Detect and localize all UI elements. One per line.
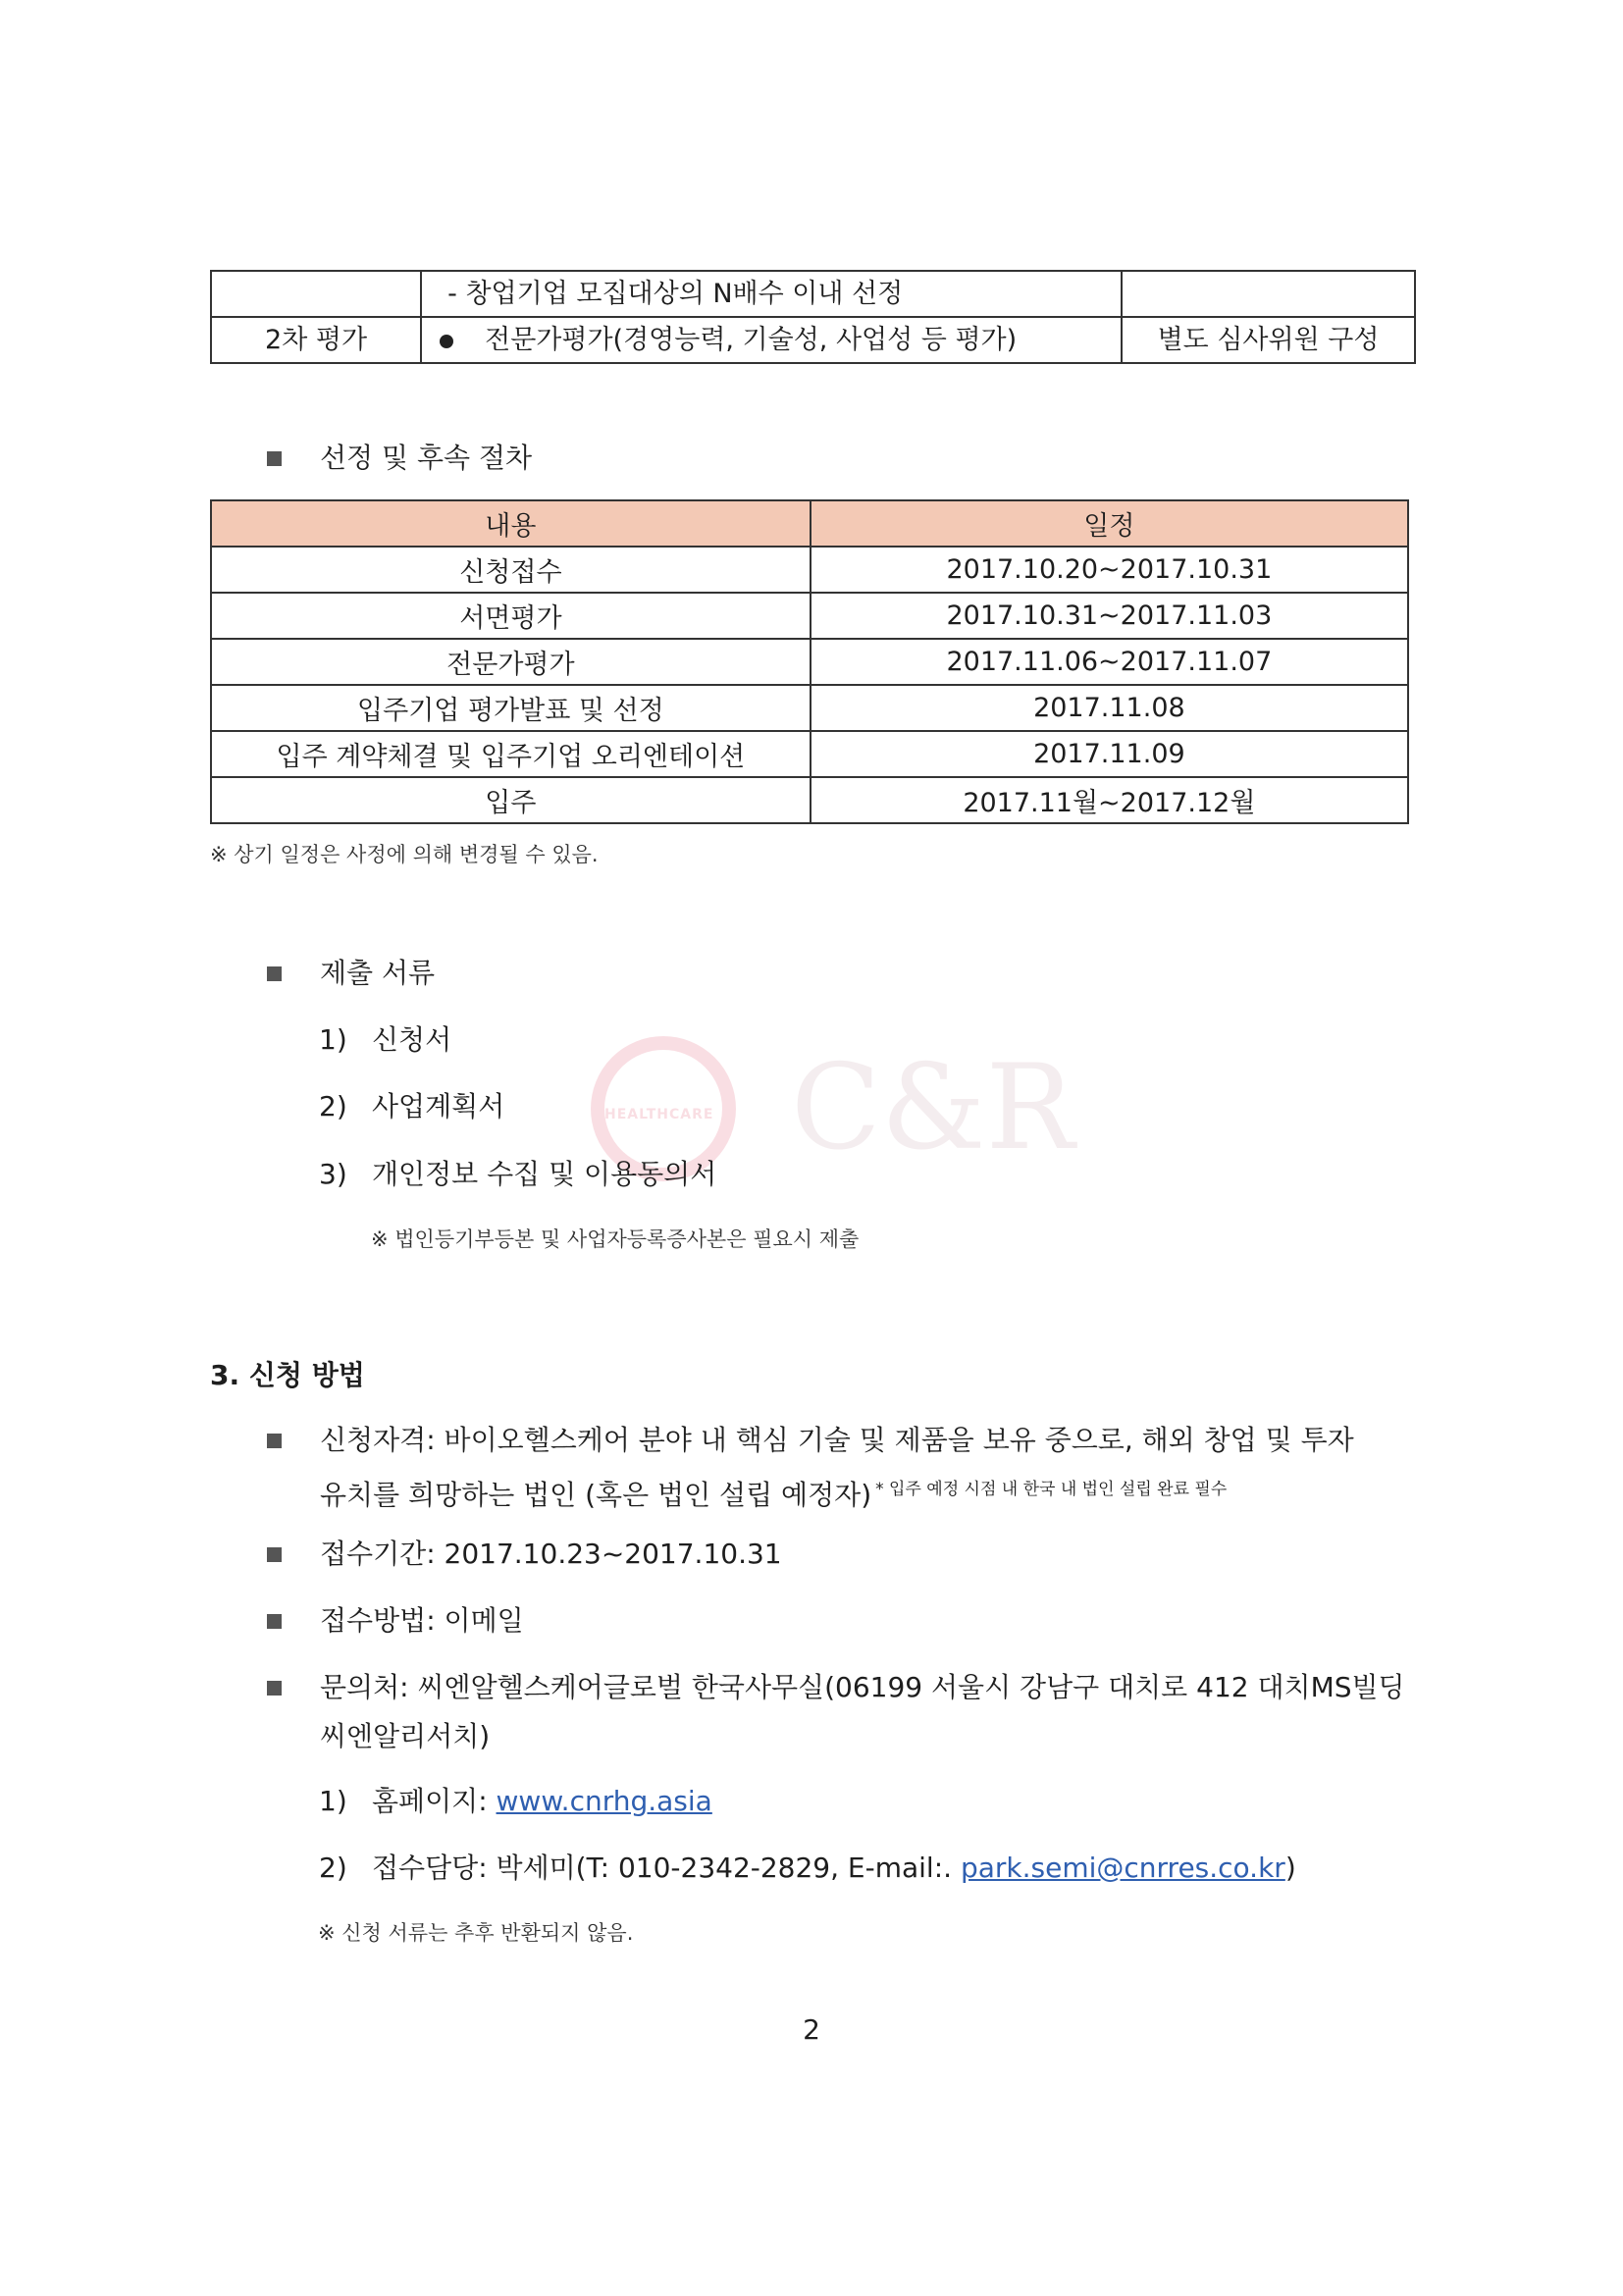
list-item: 3) 개인정보 수집 및 이용동의서 bbox=[319, 1158, 717, 1190]
table-cell: 입주기업 평가발표 및 선정 bbox=[211, 685, 811, 731]
square-bullet-icon bbox=[267, 451, 282, 466]
column-header: 일정 bbox=[811, 500, 1408, 547]
table-cell: 서면평가 bbox=[211, 593, 811, 639]
table-cell: 2017.10.31~2017.11.03 bbox=[811, 593, 1408, 639]
table-cell: 입주 계약체결 및 입주기업 오리엔테이션 bbox=[211, 731, 811, 777]
table-row bbox=[211, 731, 1408, 777]
schedule-table bbox=[210, 499, 1409, 824]
table-row bbox=[211, 547, 1408, 593]
table-cell: 입주 bbox=[211, 777, 811, 823]
section-heading: 3. 신청 방법 bbox=[210, 1359, 365, 1391]
table-row bbox=[211, 317, 1415, 363]
table-cell: 신청접수 bbox=[211, 547, 811, 593]
criteria-text: 전문가평가(경영능력, 기술성, 사업성 등 평가) bbox=[485, 325, 1018, 355]
page-number: 2 bbox=[803, 2013, 820, 2046]
documents-note: ※ 법인등기부등본 및 사업자등록증사본은 필요시 제출 bbox=[371, 1227, 860, 1251]
table-cell: 2017.11.06~2017.11.07 bbox=[811, 639, 1408, 685]
table-cell bbox=[1122, 271, 1415, 317]
square-bullet-icon bbox=[267, 966, 282, 981]
table-cell bbox=[421, 271, 1122, 317]
documents-heading: 제출 서류 bbox=[267, 952, 435, 995]
bullet-dot-icon bbox=[440, 335, 453, 348]
table-row bbox=[211, 685, 1408, 731]
evaluation-table bbox=[210, 270, 1416, 364]
watermark-big-text: C&R bbox=[791, 1040, 1074, 1176]
contact-item: 문의처: 씨엔알헬스케어글로벌 한국사무실(06199 서울시 강남구 대치로 412 대치MS빌딩 씨엔알리서치) bbox=[267, 1666, 1405, 1758]
criteria-text: - 창업기업 모집대상의 N배수 이내 선정 bbox=[447, 279, 904, 309]
square-bullet-icon bbox=[267, 1547, 282, 1562]
return-note: ※ 신청 서류는 추후 반환되지 않음. bbox=[318, 1921, 634, 1945]
table-row bbox=[211, 777, 1408, 823]
table-cell: 2017.10.20~2017.10.31 bbox=[811, 547, 1408, 593]
table-cell: 별도 심사위원 구성 bbox=[1122, 317, 1415, 363]
table-cell: 전문가평가 bbox=[211, 639, 811, 685]
list-item: 1) 신청서 bbox=[319, 1023, 452, 1056]
table-cell: 2차 평가 bbox=[211, 317, 421, 363]
square-bullet-icon bbox=[267, 1681, 282, 1696]
selection-heading: 선정 및 후속 절차 bbox=[267, 437, 532, 480]
footnote: * 입주 예정 시점 내 한국 내 법인 설립 완료 필수 bbox=[875, 1480, 1228, 1499]
table-row bbox=[211, 593, 1408, 639]
homepage-item: 1) 홈페이지: www.cnrhg.asia bbox=[319, 1785, 712, 1817]
eligibility-item: 신청자격: 바이오헬스케어 분야 내 핵심 기술 및 제품을 보유 중으로, 해외 창업 및 투자 유치를 희망하는 법인 (혹은 법인 설립 예정자) $^{* 입주 예정 시점 내 한국 내 법인 설립 완료 필수}$ bbox=[267, 1419, 1354, 1517]
watermark-small-text: HEALTHCARE bbox=[604, 1107, 714, 1122]
table-row bbox=[211, 271, 1415, 317]
table-cell bbox=[211, 271, 421, 317]
table-header-row bbox=[211, 500, 1408, 547]
table-row bbox=[211, 639, 1408, 685]
column-header: 내용 bbox=[211, 500, 811, 547]
table-cell: 2017.11.08 bbox=[811, 685, 1408, 731]
square-bullet-icon bbox=[267, 1614, 282, 1629]
method-item: 접수방법: 이메일 bbox=[267, 1599, 524, 1643]
table-cell bbox=[421, 317, 1122, 363]
table-cell: 2017.11.09 bbox=[811, 731, 1408, 777]
square-bullet-icon bbox=[267, 1434, 282, 1448]
homepage-link[interactable]: www.cnrhg.asia bbox=[496, 1785, 712, 1817]
contact-person-item: 2) 접수담당: 박세미(T: 010-2342-2829, E-mail:. park.semi@cnrres.co.kr) bbox=[319, 1852, 1296, 1884]
schedule-note: ※ 상기 일정은 사정에 의해 변경될 수 있음. bbox=[210, 843, 599, 866]
table-cell: 2017.11월~2017.12월 bbox=[811, 777, 1408, 823]
period-item: 접수기간: 2017.10.23~2017.10.31 bbox=[267, 1533, 782, 1576]
list-item: 2) 사업계획서 bbox=[319, 1090, 505, 1122]
email-link[interactable]: park.semi@cnrres.co.kr bbox=[960, 1852, 1285, 1884]
